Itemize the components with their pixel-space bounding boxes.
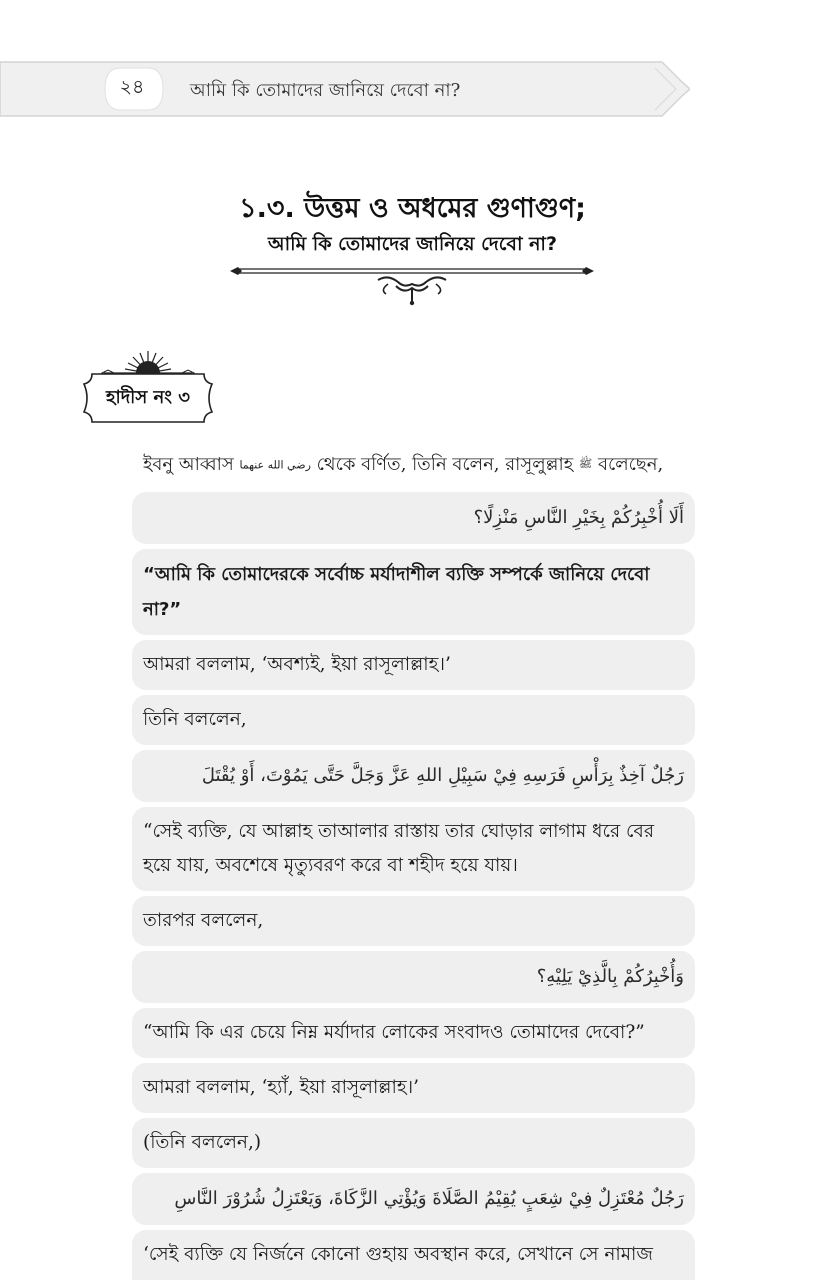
intro-text-2: থেকে বর্ণিত, তিনি বলেন, রাসূলুল্লাহ — [316, 454, 574, 475]
arabic-text: رَجُلٌ آخِذٌ بِرَأْسِ فَرَسِهِ فِيْ سَبِيْلِ اللهِ عَزَّ وَجَلَّ حَتَّى يَمُوْتَ، أَوْ يُقْتَلَ — [132, 750, 695, 802]
chapter-title: ১.৩. উত্তম ও অধমের গুণাগুণ; — [239, 193, 586, 224]
arabic-text: أَلَا أُخْبِرُكُمْ بِخَيْرِ النَّاسِ مَنْزِلًا؟ — [132, 492, 695, 544]
arabic-text: رَجُلٌ مُعْتَزِلٌ فِيْ شِعَبٍ يُقِيْمُ الصَّلَاةَ وَيُؤْتِي الزَّكَاةَ، وَيَعْتَزِلُ شُرُوْرَ النَّاسِ — [132, 1173, 695, 1225]
hadith-intro — [143, 450, 663, 481]
intro-text-1: ইবনু আব্বাস — [143, 454, 234, 475]
translation-text: “সেই ব্যক্তি, যে আল্লাহ তাআলার রাস্তায় তার ঘোড়ার লাগাম ধরে বের হয়ে যায়, অবশেষে মৃত্যুবরণ করে বা শহীদ হয়ে যায়। — [132, 807, 695, 891]
running-title: আমি কি তোমাদের জানিয়ে দেবো না? — [190, 80, 461, 101]
hadith-content — [132, 492, 695, 1280]
narration-line: তারপর বললেন, — [132, 896, 695, 946]
narration-line: তিনি বললেন, — [132, 695, 695, 745]
narration-line: (তিনি বললেন,) — [132, 1118, 695, 1168]
translation-text: ‘সেই ব্যক্তি যে নির্জনে কোনো গুহায় অবস্থান করে, সেখানে সে নামাজ — [132, 1230, 695, 1280]
honorific-radiallahu-icon: رضي الله عنهما — [239, 458, 311, 472]
narration-line: আমরা বললাম, ‘হ্যাঁ, ইয়া রাসূলাল্লাহ।’ — [132, 1063, 695, 1113]
translation-text: “আমি কি এর চেয়ে নিম্ন মর্যাদার লোকের সংবাদও তোমাদের দেবো?” — [132, 1008, 695, 1058]
narration-line: আমরা বললাম, ‘অবশ্যই, ইয়া রাসূলাল্লাহ।’ — [132, 640, 695, 690]
arabic-text: وَأُخْبِرُكُمْ بِالَّذِيْ يَلِيْهِ؟ — [132, 951, 695, 1003]
chapter-subtitle: আমি কি তোমাদের জানিয়ে দেবো না? — [268, 233, 557, 255]
intro-text-3: বলেছেন, — [597, 454, 664, 475]
hadith-number-label: হাদীস নং ৩ — [106, 386, 190, 408]
page-number: ২৪ — [119, 76, 145, 98]
honorific-salawat-icon: ﷺ — [578, 457, 593, 470]
ornamental-divider-icon — [228, 258, 596, 308]
translation-quote: “আমি কি তোমাদেরকে সর্বোচ্চ মর্যাদাশীল ব্যক্তি সম্পর্কে জানিয়ে দেবো না?” — [132, 549, 695, 635]
